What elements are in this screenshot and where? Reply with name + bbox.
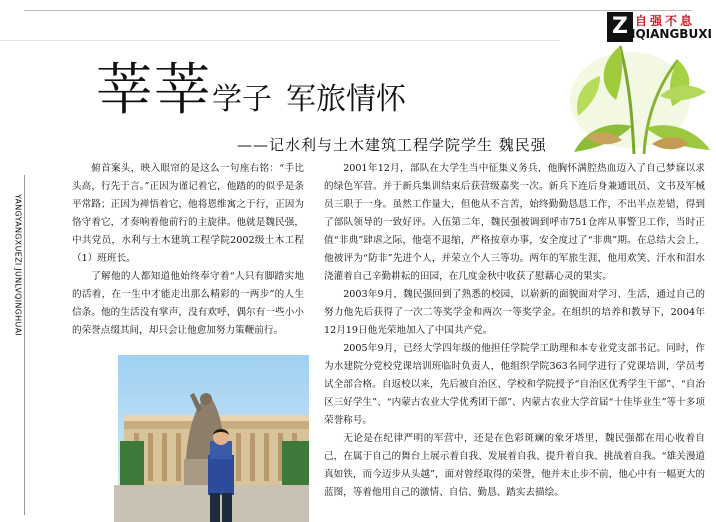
paragraph: 2001年12月，部队在大学生当中征集义务兵，他胸怀满腔热血迈入了自己梦寐以求的绿色军营。并于新兵集训结束后获营级嘉奖一次。新兵下连后身兼通讯员、文书及军械员三职于一身。虽然工作量大，但他从不言苦，始终勤勤恳恳工作，不出半点差错，得到了部队领导的一致好评。入伍第二年，魏民强被调到呼市751仓库从事警卫工作，当时正值“非典”肆虐之际，他毫不退缩，严格按章办事，安全度过了“非典”期。在总结大会上，他被评为“防非”先进个人，并荣立个人三等功。两年的军旅生涯，他用欢笑、汗水和泪水浇灌着自己辛勤耕耘的田园，在几度金秋中收获了慰藉心灵的果实。 — [324, 163, 705, 282]
article-title — [96, 60, 406, 122]
article-subtitle: ——记水利与土木建筑工程学院学生 魏民强 — [237, 136, 547, 154]
paragraph: 了解他的人都知道他始终奉守着“人只有脚踏实地的活着，在一生中才能走出那么精彩的一两步”的人生信条。他的生活没有掌声，没有欢呼，偶尔有一些小小的荣誉点缀其间，却只会让他愈加努力策鞭前行。 — [72, 271, 304, 336]
title-part-2: 军旅情怀 — [286, 82, 406, 117]
title-emphasis: 莘莘 — [96, 58, 212, 123]
logo-english: IQIANGBUXI — [631, 27, 712, 41]
top-rule — [24, 10, 692, 11]
article-column-1 — [72, 160, 304, 340]
title-part-1: 学子 — [212, 82, 272, 117]
paragraph: 2005年9月，已经大学四年级的他担任学院学工助理和本专业党支部书记。同时，作为水建院分党校党课培训班临时负责人，他组织学院363名同学进行了党课培训，学员考试全部合格。自返校以来，先后被自治区、学校和学院授予“自治区优秀学生干部”、“自治区三好学生”、“内蒙古农业大学优秀团干部”、内蒙古农业大学首届“十佳毕业生”等十多项荣誉称号。 — [324, 343, 705, 426]
article-column-2 — [324, 160, 705, 502]
side-rule — [24, 175, 25, 515]
paragraph: 无论是在纪律严明的军营中，还是在色彩斑斓的象牙塔里，魏民强都在用心收着自己，在属于自己的舞台上展示着自我、发展着自我、提升着自我、挑战着自我。“雄关漫道真如铁，而今迈步从头越”，面对曾经取得的荣誉，他并未止步不前，他心中有一幅更大的蓝图，等着他用自己的激情、自信、勤恳、踏实去描绘。 — [324, 433, 705, 498]
side-pinyin-text: YANGYANGXUEZI JUNLVQINGHUAI — [13, 193, 23, 337]
plant-illustration — [560, 36, 716, 156]
paragraph: 俯首案头，映入眼帘的是这么一句座右铭：“手比头高，行先于言。”正因为谨记着它，他踏的的似乎是条平常路；正因为禅悟着它，他将恩维寓之于行，正因为恪守着它，才奏响着他前行的主旋律。他就是魏民强，中共党员，水利与土木建筑工程学院2002级土木工程（1）班班长。 — [72, 163, 304, 264]
header-rule — [0, 40, 560, 41]
portrait-photo — [114, 355, 309, 522]
paragraph: 2003年9月，魏民强回到了熟悉的校园，以崭新的面貌面对学习、生活，通过自己的努力他先后获得了一次二等奖学金和两次一等奖学金。在组织的培养和教导下，2004年12月19日他光荣地加入了中国共产党。 — [324, 289, 705, 336]
logo-mark: Z — [607, 12, 633, 42]
logo-chinese: 自强不息 — [635, 14, 696, 28]
